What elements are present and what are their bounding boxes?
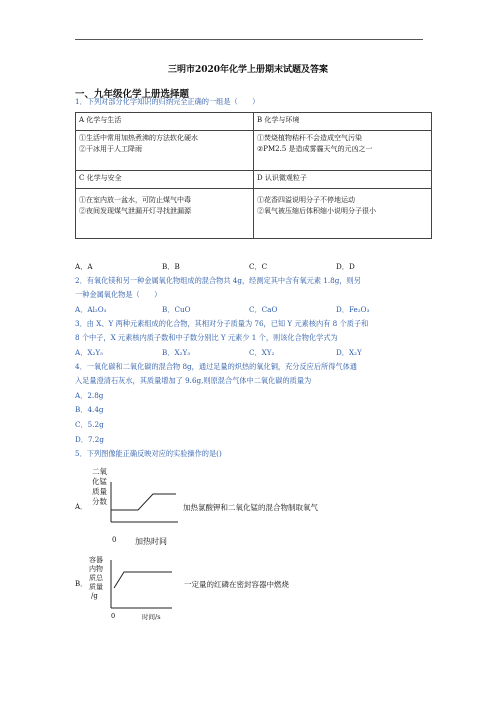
q1-table: [75, 112, 432, 239]
q2-line-1: 2．有氧化镁和另一种金属氧化物组成的混合物共 4g，经测定其中含有氧元素 1.8g，则另: [75, 276, 361, 285]
q4-option-b: B．4.4g: [75, 405, 104, 414]
q3-line-2: 8 个中子，X 元素核内质子数和中子数分别比 Y 元素少 1 个，则该化合物化学式为: [75, 333, 338, 342]
q2-option-b: B．CuO: [162, 305, 191, 314]
q3-option-a: A．X₂Y₅: [75, 348, 104, 357]
q1-option-b: B．B: [162, 262, 180, 271]
q1-options: [75, 262, 423, 272]
header-rule: [75, 39, 423, 40]
graph-b-origin: 0: [111, 612, 116, 620]
q1-cell-d-body: ①花香四溢说明分子不停地运动 ②氧气被压缩后体积缩小说明分子很小: [254, 189, 432, 239]
q1-stem: 1．下列对部分化学知识的归纳完全正确的一组是（ ）: [75, 97, 260, 106]
q2-option-d: D．Fe₂O₃: [336, 305, 370, 314]
graph-a-label: A．: [75, 503, 88, 511]
q2-line-2: 一种金属氧化物是（ ）: [75, 290, 162, 299]
q1-cell-c-body: ①在室内放一盆水，可防止煤气中毒 ②夜间发现煤气泄漏开灯寻找泄漏源: [76, 189, 254, 239]
graph-b-ylabel-1: 容器: [89, 556, 103, 564]
graph-b-xlabel: 时间/s: [142, 613, 161, 621]
q2-option-a: A．Al₂O₃: [75, 305, 107, 314]
graph-a-ylabel-3: 质量: [92, 487, 107, 496]
q3-option-d: D．X₂Y: [336, 348, 362, 357]
q1-cell-b-head: B 化学与环境: [254, 113, 432, 131]
graph-b-ylabel-3: 质总: [89, 574, 103, 582]
graph-b-ylabel-4: 质量: [89, 583, 103, 591]
q1-cell-d-head: D 认识微观粒子: [254, 171, 432, 189]
graph-b-curve: [114, 572, 172, 588]
q4-line-2: 入足量澄清石灰水，其质量增加了 9.6g,则原混合气体中二氧化碳的质量为: [75, 376, 312, 385]
q1-cell-a-body: ①生活中常用加热煮沸的方法软化硬水 ②干冰用于人工降雨: [76, 131, 254, 171]
graph-b: [108, 558, 180, 614]
graph-a-description: 加热氯酸钾和二氧化锰的混合物制取氧气: [183, 503, 318, 512]
section-heading: 一、九年级化学上册选择题: [75, 89, 190, 100]
graph-a-ylabel: [92, 467, 107, 507]
q4-option-c: C．5.2g: [75, 420, 104, 429]
graph-a-ylabel-4: 分数: [92, 497, 107, 506]
graph-a-ylabel-2: 化锰: [92, 477, 107, 486]
graph-b-description: 一定量的红磷在密封容器中燃烧: [184, 580, 289, 589]
graph-b-label: B．: [75, 580, 88, 588]
document-title: 三明市2020年化学上册期末试题及答案: [167, 65, 329, 75]
q3-option-b: B．X₂Y₃: [162, 348, 191, 357]
graph-a-ylabel-1: 二氧: [92, 467, 107, 476]
q4-option-a: A．2.8g: [75, 391, 104, 400]
graph-a-xlabel: 加热时间: [135, 537, 167, 546]
q1-cell-b-body: ①焚烧植物秸秆不会造成空气污染 ②PM2.5 是造成雾霾天气的元凶之一: [254, 131, 432, 171]
graph-a-curve: [111, 494, 176, 510]
graph-b-ylabel-2: 内物: [89, 565, 103, 573]
graph-b-ylabel-5: /g: [91, 592, 98, 600]
q5-stem: 5．下列图像能正确反映对应的实验操作的是(): [75, 449, 222, 458]
q1-option-d: D．D: [336, 262, 355, 271]
q1-option-a: A．A: [75, 262, 93, 271]
q2-option-c: C．CaO: [249, 305, 278, 314]
q1-cell-a-head: A 化学与生活: [76, 113, 254, 131]
q4-line-1: 4．一氧化碳和二氧化碳的混合物 8g，通过足量的炽热的氧化铜，充分反应后所得气体通: [75, 362, 357, 371]
q3-options: [75, 348, 423, 358]
q3-option-c: C．XY₂: [249, 348, 275, 357]
q2-options: [75, 305, 423, 315]
graph-a-origin: 0: [112, 536, 117, 544]
q1-cell-c-head: C 化学与安全: [76, 171, 254, 189]
graph-a: [108, 480, 186, 530]
q3-line-1: 3．由 X、Y 两种元素组成的化合物，其相对分子质量为 76，已知 Y 元素核内有 8 个质子和: [75, 319, 369, 328]
graph-b-ylabel: [89, 556, 103, 601]
q4-option-d: D．7.2g: [75, 435, 104, 444]
q1-option-c: C．C: [249, 262, 268, 271]
